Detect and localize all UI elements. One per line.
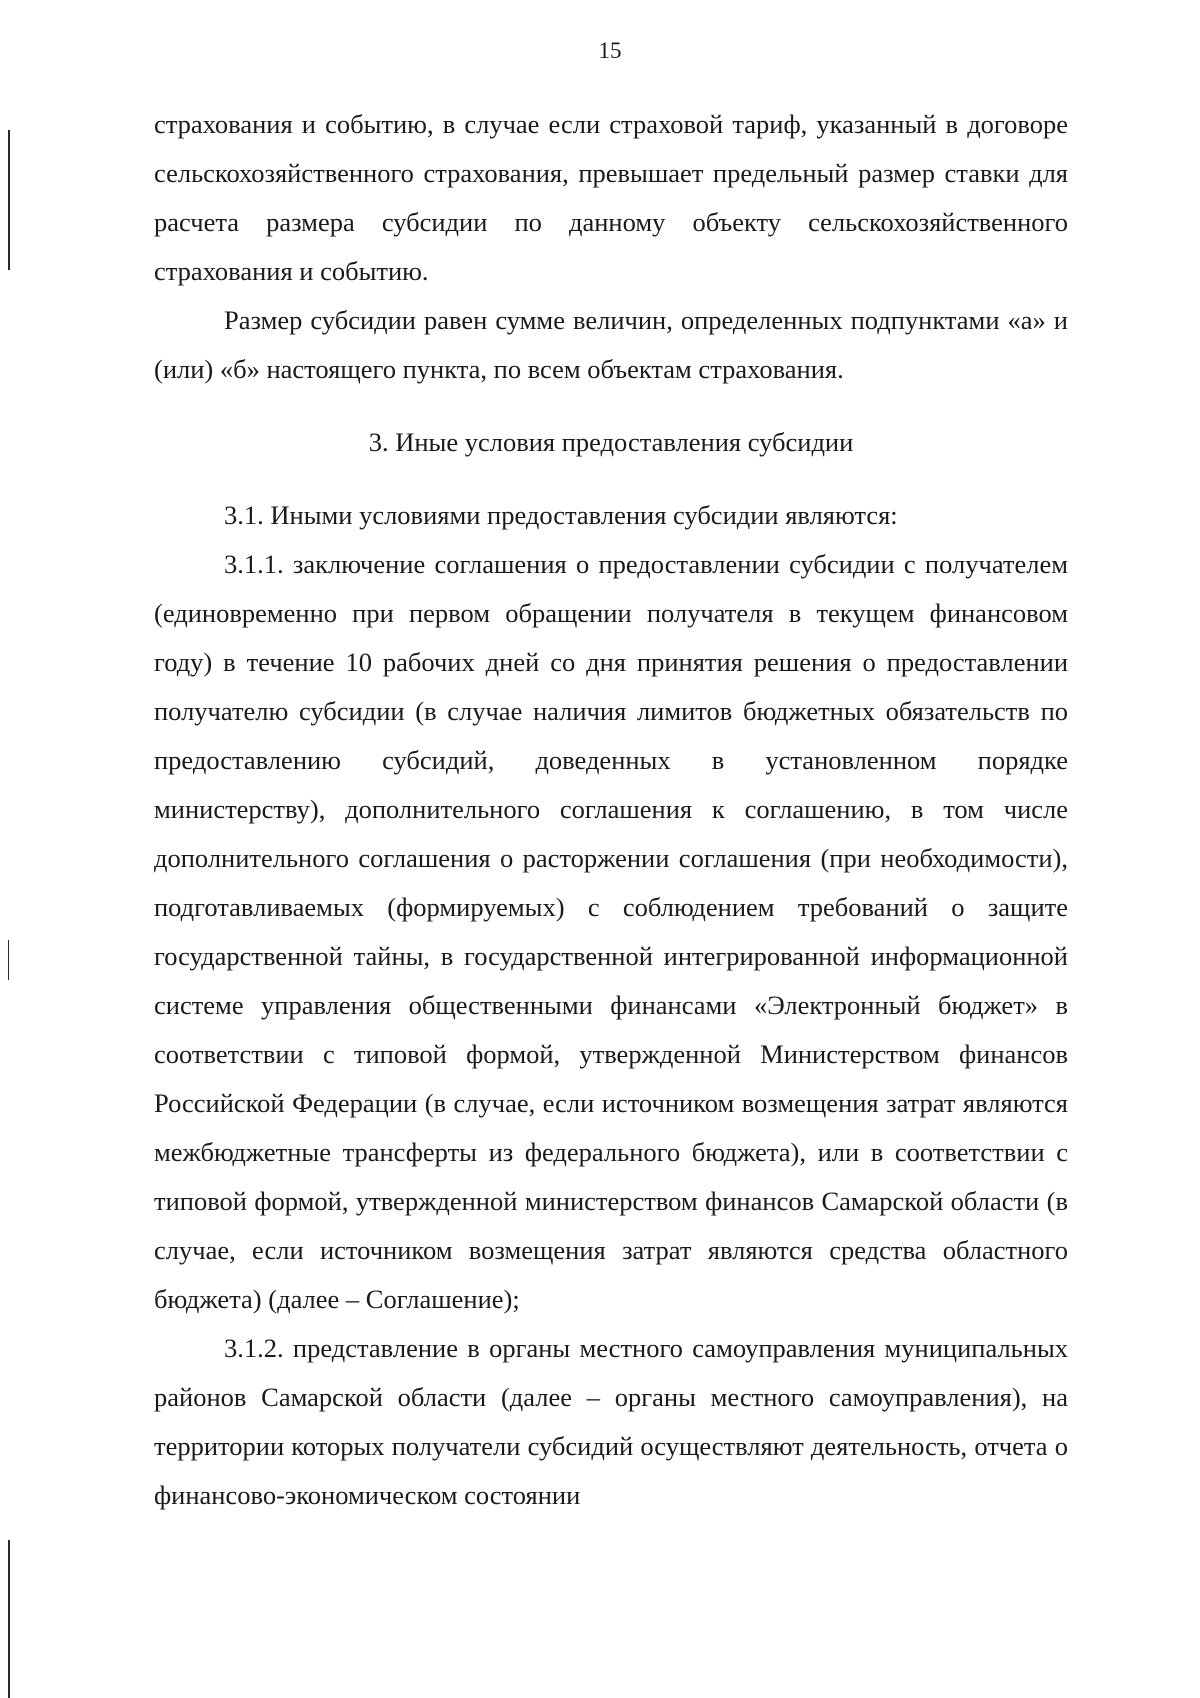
paragraph-3-1-2: 3.1.2. представление в органы местного самоуправления муниципальных районов Самарской области (далее – органы местного самоуправления), на территории которых получатели субсидий осуществляют деятельность, отчета о финансово-экономическом состоянии [154,1333,1068,1510]
document-body [154,100,1068,1520]
scan-edge-mark [8,130,10,270]
scan-edge-mark [8,940,9,980]
scan-edge-mark [8,1540,10,1698]
paragraph-3-1-1: 3.1.1. заключение соглашения о предоставлении субсидии с получателем (единовременно при первом обращении получателя в текущем финансовом году) в течение 10 рабочих дней со дня принятия решения о предоставлении получателю субсидии (в случае наличия лимитов бюджетных обязательств по предоставлению субсидий, доведенных в установленном порядке министерству), дополнительного соглашения к соглашению, в том числе дополнительного соглашения о расторжении соглашения (при необходимости), подготавливаемых (формируемых) с соблюдением требований о защите государственной тайны, в государственной интегрированной информационной системе управления общественными финансами «Электронный бюджет» в соответствии с типовой формой, утвержденной Министерством финансов Российской Федерации (в случае, если источником возмещения затрат являются межбюджетные трансферты из федерального бюджета), или в соответствии с типовой формой, утвержденной министерством финансов Самарской области (в случае, если источником возмещения затрат являются средства областного бюджета) (далее – Соглашение); [154,549,1068,1314]
page-number: 15 [598,38,622,63]
paragraph-continuation: страхования и событию, в случае если страховой тариф, указанный в договоре сельскохозяйственного страхования, превышает предельный размер ставки для расчета размера субсидии по данному объекту сельскохозяйственного страхования и событию. [154,109,1068,286]
section-heading: 3. Иные условия предоставления субсидии [368,427,854,457]
paragraph-3-1: 3.1. Иными условиями предоставления субсидии являются: [224,500,898,530]
paragraph-subsidy-size: Размер субсидии равен сумме величин, определенных подпунктами «а» и (или) «б» настоящего пункта, по всем объектам страхования. [154,305,1068,384]
